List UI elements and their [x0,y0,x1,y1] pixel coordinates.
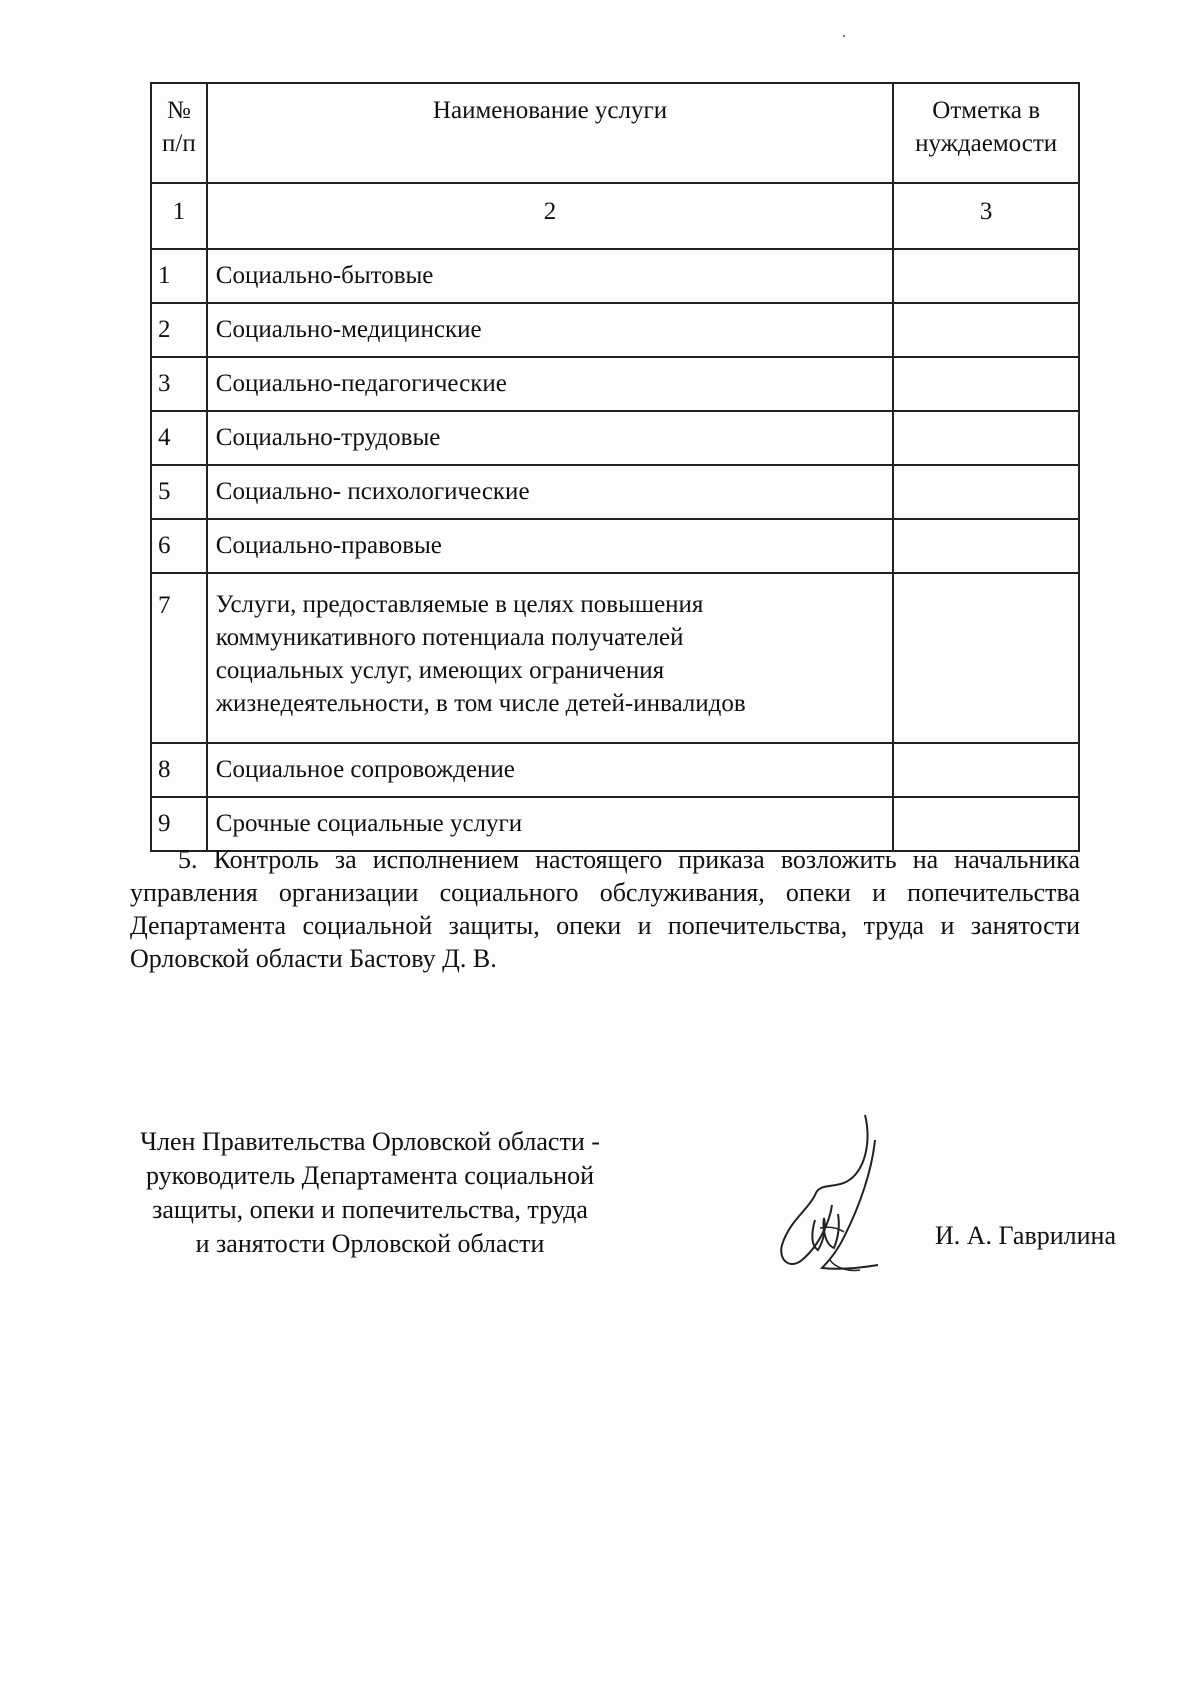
row-number: 9 [151,797,207,851]
control-paragraph: 5. Контроль за исполнением настоящего приказа возложить на начальника управления организации социального обслуживания, опеки и попечительства Департамента социальной защиты, опеки и попечительства, труда и занятости Орловской области Бастову Д. В. [130,845,1080,973]
header-need-mark [893,83,1079,183]
table-row [151,303,1079,357]
service-name [207,573,894,743]
service-name: Социально-правовые [207,519,894,573]
service-name: Срочные социальные услуги [207,797,894,851]
signatory-title-line: и занятости Орловской области [195,1229,545,1258]
need-mark-cell [893,573,1079,743]
signatory-name: И. А. Гаврилина [935,1221,1117,1250]
service-name: Социально-трудовые [207,411,894,465]
service-name: Социально-бытовые [207,249,894,303]
services-table [150,82,1080,852]
column-index: 3 [893,183,1079,249]
need-mark-cell [893,411,1079,465]
header-mark-line1: Отметка в [932,97,1041,124]
need-mark-cell [893,303,1079,357]
table-row [151,357,1079,411]
signatory-title-line: Член Правительства Орловской области - [140,1127,600,1156]
need-mark-cell [893,743,1079,797]
header-service-name: Наименование услуги [207,83,894,183]
table-row [151,519,1079,573]
table-row [151,465,1079,519]
column-index-row [151,183,1079,249]
table-header-row [151,83,1079,183]
need-mark-cell [893,465,1079,519]
service-name-line: коммуникативного потенциала получателей [215,624,684,651]
column-index: 1 [151,183,207,249]
scan-speck [843,35,845,37]
service-name: Социальное сопровождение [207,743,894,797]
service-name-line: социальных услуг, имеющих ограничения [215,657,665,684]
service-name: Социально-педагогические [207,357,894,411]
row-number: 3 [151,357,207,411]
service-name-line: Услуги, предоставляемые в целях повышения [215,591,704,618]
signatory-title-line: защиты, опеки и попечительства, труда [152,1195,588,1224]
header-number-line1: № [166,97,191,124]
signatory-title-line: руководитель Департамента социальной [145,1161,595,1190]
row-number: 2 [151,303,207,357]
row-number: 8 [151,743,207,797]
signatory-title [90,1125,650,1261]
header-number [151,83,207,183]
header-mark-line2: нуждаемости [915,130,1058,157]
row-number: 1 [151,249,207,303]
service-name: Социально- психологические [207,465,894,519]
row-number: 5 [151,465,207,519]
need-mark-cell [893,519,1079,573]
service-name: Социально-медицинские [207,303,894,357]
need-mark-cell [893,249,1079,303]
header-number-line2: п/п [162,130,196,157]
row-number: 7 [151,573,207,743]
handwritten-signature [760,1110,890,1280]
table-row [151,573,1079,743]
need-mark-cell [893,357,1079,411]
column-index: 2 [207,183,894,249]
table-row [151,249,1079,303]
service-name-line: жизнедеятельности, в том числе детей-инвалидов [215,690,746,717]
table-row [151,743,1079,797]
row-number: 4 [151,411,207,465]
table-row [151,411,1079,465]
row-number: 6 [151,519,207,573]
